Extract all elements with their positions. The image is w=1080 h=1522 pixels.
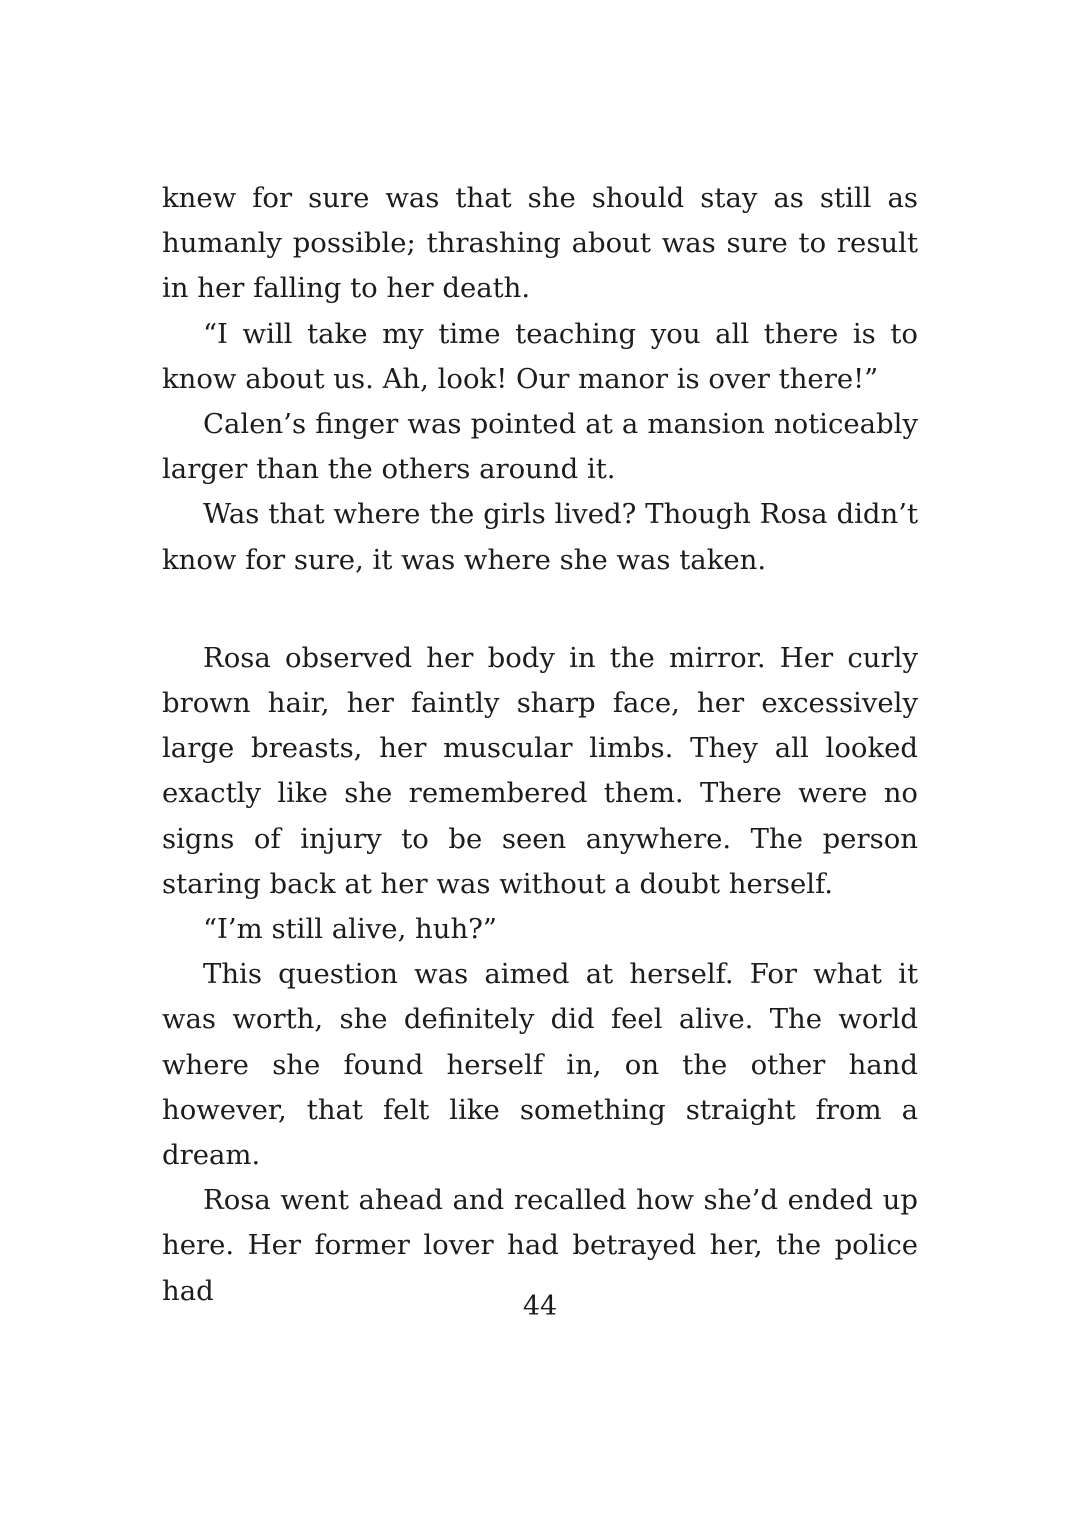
paragraph-continued: knew for sure was that she should stay as still as humanly possible; thrashing about was sure to result in her falling to her death. bbox=[162, 182, 918, 305]
paragraph-dialogue-rosa: “I’m still alive, huh?” bbox=[203, 913, 497, 946]
body-text bbox=[162, 176, 918, 1314]
paragraph-mirror: Rosa observed her body in the mirror. Her curly brown hair, her faintly sharp face, her excessively large breasts, her muscular limbs. They all looked exactly like she remembered them. There were no signs of injury to be seen anywhere. The person staring back at her was without a doubt herself. bbox=[162, 641, 918, 900]
paragraph-calen-finger: Calen’s finger was pointed at a mansion noticeably larger than the others around it. bbox=[162, 408, 918, 486]
paragraph-question-aimed: This question was aimed at herself. For what it was worth, she definitely did feel alive. The world where she found herself in, on the other hand however, that felt like something straight from a dream. bbox=[162, 958, 918, 1172]
page-number: 44 bbox=[522, 1291, 558, 1322]
paragraph-manor-question: Was that where the girls lived? Though Rosa didn’t know for sure, it was where she was taken. bbox=[162, 498, 918, 576]
paragraph-dialogue-calen: “I will take my time teaching you all there is to know about us. Ah, look! Our manor is over there!” bbox=[162, 317, 918, 395]
paragraph-recalled: Rosa went ahead and recalled how she’d ended up here. Her former lover had betrayed her, the police had bbox=[162, 1184, 918, 1307]
